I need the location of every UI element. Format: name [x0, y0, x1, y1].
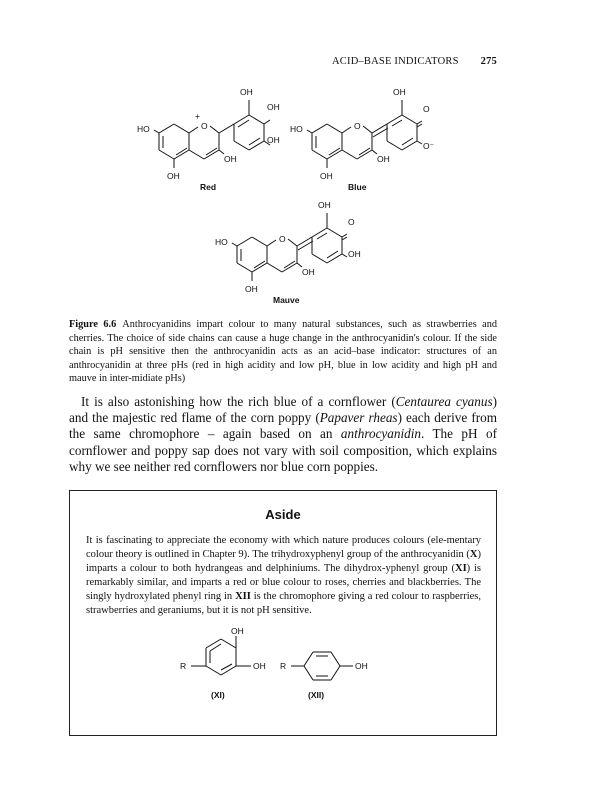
aside-title: Aside: [265, 507, 301, 522]
xi-r-group: R: [180, 661, 187, 671]
red-structure: [130, 86, 290, 196]
blue-ho-left: HO: [290, 124, 303, 134]
aside-text: [86, 534, 481, 619]
blue-oh-bottom: OH: [320, 171, 333, 181]
anthrocyanidin-term: anthrocyanidin: [340, 426, 421, 442]
red-oh-lower-right: OH: [267, 135, 280, 145]
structure-xi: [175, 626, 285, 726]
red-structure-name: Red: [200, 182, 217, 192]
mauve-structure: [208, 199, 368, 311]
structure-xii: [275, 626, 385, 726]
mauve-oh-top: OH: [318, 200, 331, 210]
figure-label: Figure 6.6: [69, 319, 117, 330]
running-header: [332, 56, 497, 67]
mauve-oh-c3: OH: [302, 267, 315, 277]
red-oh-c3: OH: [224, 154, 237, 164]
red-oh-top: OH: [240, 87, 253, 97]
xii-oh-right: OH: [355, 661, 368, 671]
xi-oh-right: OH: [253, 661, 266, 671]
mauve-oh-right: OH: [348, 249, 361, 259]
blue-ring-oxygen: O: [354, 121, 361, 131]
red-ho-left: HO: [137, 124, 150, 134]
aside-text-3: ) is remarkably similar, and imparts a red or blue colour to roses, cherries and blackberries. The singly hydroxylated phenyl ring in: [86, 563, 481, 603]
structure-xi-label: (XI): [211, 690, 225, 700]
mauve-oh-bottom: OH: [245, 284, 258, 294]
mauve-keto-oxygen: O: [348, 217, 355, 227]
aside-text-2: ) imparts a colour to both hydrangeas and delphiniums. The dihydrox-yphenyl group (: [86, 549, 481, 575]
para-text-1: It is also astonishing how the rich blue of a cornflower (: [81, 394, 396, 409]
red-oh-upper-right: OH: [267, 102, 280, 112]
aside-box: [69, 490, 497, 736]
aside-ref-xi: XI: [454, 563, 467, 575]
mauve-ring-oxygen: O: [279, 234, 286, 244]
para-text-3: ) each derive from the same chromophore – again based on an: [69, 410, 497, 442]
red-oxonium-charge: +: [195, 111, 200, 121]
blue-structure: [288, 86, 448, 196]
cornflower-species: Centaurea cyanus: [395, 394, 493, 409]
mauve-structure-name: Mauve: [273, 295, 300, 305]
structure-xii-label: (XII): [308, 690, 325, 700]
aside-text-1: It is fascinating to appreciate the economy with which nature produces colours (ele-mentary colour theory is outlined in Chapter 9). The trihydroxyphenyl group of the anthrocyanidin (: [86, 535, 481, 561]
xi-oh-top: OH: [231, 626, 244, 636]
red-oh-bottom: OH: [167, 171, 180, 181]
aside-ref-x: X: [469, 549, 478, 561]
xii-r-group: R: [280, 661, 287, 671]
body-paragraph: [69, 394, 497, 475]
blue-keto-oxygen: O: [423, 104, 430, 114]
red-ring-oxygen: O: [201, 121, 208, 131]
running-title: ACID–BASE INDICATORS: [332, 56, 459, 67]
caption-text: Anthrocyanidins impart colour to many natural substances, such as strawberries and cherries. The choice of side chains can cause a huge change in the anthrocyanidin's colour. If the side chain is pH sensitive then the anthrocyanidin acts as an acid–base indicator: structures of an anthrocyanidin at three pHs (red in high acidity and low pH, blue in low acidity and high pH and mauve in inter-midiate pHs): [69, 319, 497, 384]
figure-caption: [69, 318, 497, 386]
blue-oxide-anion: O⁻: [423, 141, 435, 151]
aside-text-4: is the chromophore giving a red colour to raspberries, strawberries and geraniums, but it is not pH sensitive.: [86, 591, 481, 617]
aside-ref-xii: XII: [235, 591, 251, 603]
blue-oh-c3: OH: [377, 154, 390, 164]
para-text-4: . The pH of cornflower and poppy sap does not vary with soil composition, which explains why we see neither red cornflowers nor blue corn poppies.: [69, 426, 497, 474]
mauve-ho-left: HO: [215, 237, 228, 247]
blue-structure-name: Blue: [348, 182, 367, 192]
para-text-2: ) and the majestic red flame of the corn poppy (: [69, 394, 498, 426]
poppy-species: Papaver rheas: [319, 410, 398, 426]
page-number: 275: [480, 56, 497, 67]
blue-oh-top: OH: [393, 87, 406, 97]
